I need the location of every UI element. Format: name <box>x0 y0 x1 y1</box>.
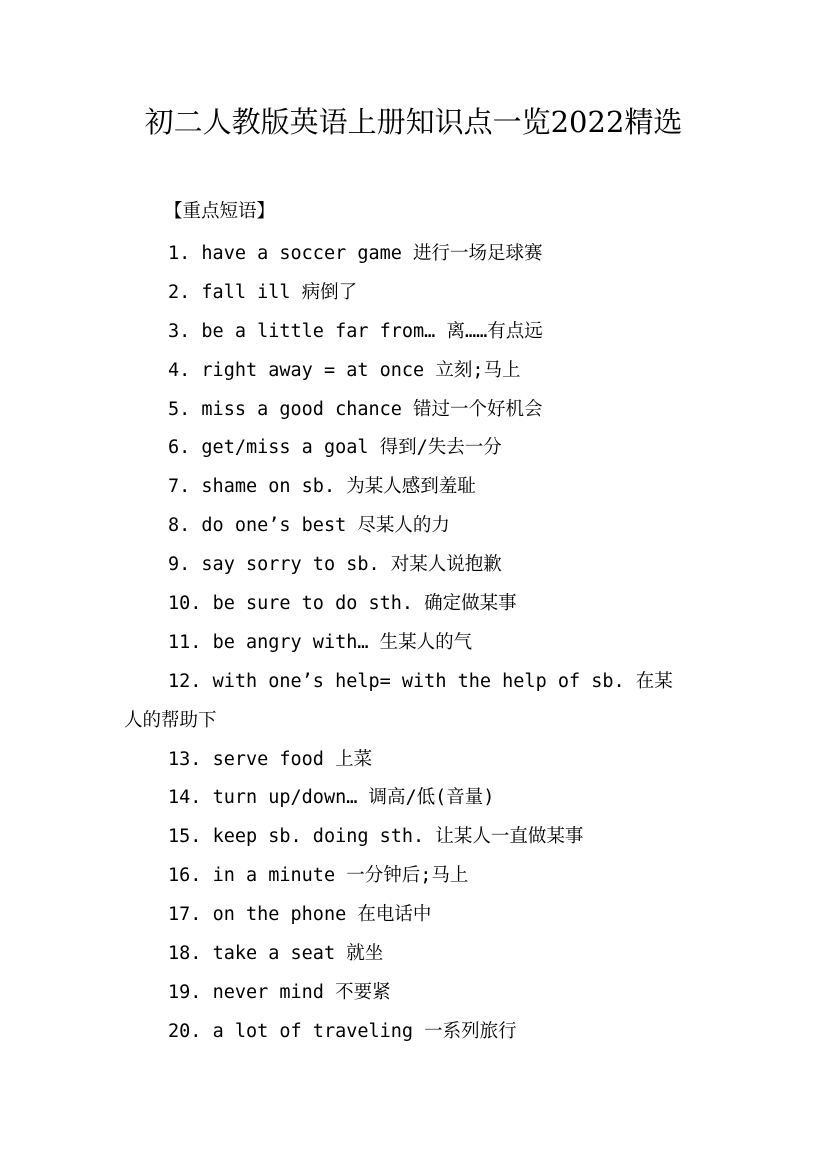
phrase-item <box>0 235 827 274</box>
phrase-number: 13. <box>168 748 202 770</box>
phrase-text: keep sb. doing sth. 让某人一直做某事 <box>212 826 584 848</box>
phrase-number: 20. <box>168 1020 202 1042</box>
phrase-number: 14. <box>168 787 202 809</box>
phrase-item <box>0 818 827 857</box>
phrase-item <box>0 391 827 430</box>
phrase-number: 12. <box>168 670 202 692</box>
phrase-number: 15. <box>168 826 202 848</box>
phrase-text: do one’s best 尽某人的力 <box>201 515 450 537</box>
phrase-number: 2. <box>168 281 191 303</box>
phrase-item <box>0 429 827 468</box>
phrase-text: on the phone 在电话中 <box>212 904 432 926</box>
phrase-item <box>0 857 827 896</box>
phrase-text: shame on sb. 为某人感到羞耻 <box>201 476 476 498</box>
phrase-text: be a little far from… 离……有点远 <box>201 320 543 342</box>
phrase-number: 11. <box>168 631 202 653</box>
phrase-number: 5. <box>168 398 191 420</box>
phrase-text: say sorry to sb. 对某人说抱歉 <box>201 554 502 576</box>
phrase-text: turn up/down… 调高/低(音量) <box>212 787 495 809</box>
phrase-text: a lot of traveling 一系列旅行 <box>212 1020 517 1042</box>
phrase-item <box>0 585 827 624</box>
phrase-text: have a soccer game 进行一场足球赛 <box>201 243 543 264</box>
phrase-text: serve food 上菜 <box>212 748 373 770</box>
phrase-item <box>0 779 827 818</box>
phrase-text: in a minute 一分钟后;马上 <box>212 865 469 887</box>
phrase-text: get/miss a goal 得到/失去一分 <box>201 437 502 459</box>
phrase-number: 4. <box>168 359 191 381</box>
phrase-text: be angry with… 生某人的气 <box>212 631 473 653</box>
phrase-text: never mind 不要紧 <box>212 981 391 1003</box>
phrase-number: 7. <box>168 476 191 498</box>
phrase-item <box>0 974 827 1013</box>
phrase-item <box>0 274 827 313</box>
phrase-number: 17. <box>168 904 202 926</box>
phrase-item <box>0 663 827 741</box>
phrase-text: miss a good chance 错过一个好机会 <box>201 398 543 420</box>
phrase-item <box>0 468 827 507</box>
phrase-text: take a seat 就坐 <box>212 943 384 965</box>
phrase-item <box>0 546 827 585</box>
phrase-continuation: 人的帮助下 <box>124 709 217 731</box>
phrase-number: 8. <box>168 515 191 537</box>
phrase-line <box>0 663 728 702</box>
phrase-list <box>0 235 827 1052</box>
phrase-item <box>0 935 827 974</box>
phrase-number: 10. <box>168 593 202 615</box>
phrase-text: fall ill 病倒了 <box>201 281 358 303</box>
phrase-item <box>0 507 827 546</box>
phrase-number: 18. <box>168 943 202 965</box>
phrase-number: 3. <box>168 320 191 342</box>
phrase-number: 19. <box>168 981 202 1003</box>
phrase-number: 1. <box>168 243 191 264</box>
phrase-text: right away = at once 立刻;马上 <box>201 359 521 381</box>
document-title: 初二人教版英语上册知识点一览2022精选 <box>144 105 683 139</box>
phrase-text: with one’s help= with the help of sb. 在某 <box>212 670 673 692</box>
phrase-item <box>0 896 827 935</box>
phrase-item <box>0 352 827 391</box>
phrase-number: 6. <box>168 437 191 459</box>
phrase-item <box>0 1013 827 1052</box>
phrase-number: 16. <box>168 865 202 887</box>
phrase-number: 9. <box>168 554 191 576</box>
phrase-text: be sure to do sth. 确定做某事 <box>212 593 517 615</box>
section-heading: 【重点短语】 <box>164 201 276 222</box>
phrase-item <box>0 624 827 663</box>
phrase-item <box>0 313 827 352</box>
phrase-item <box>0 741 827 780</box>
